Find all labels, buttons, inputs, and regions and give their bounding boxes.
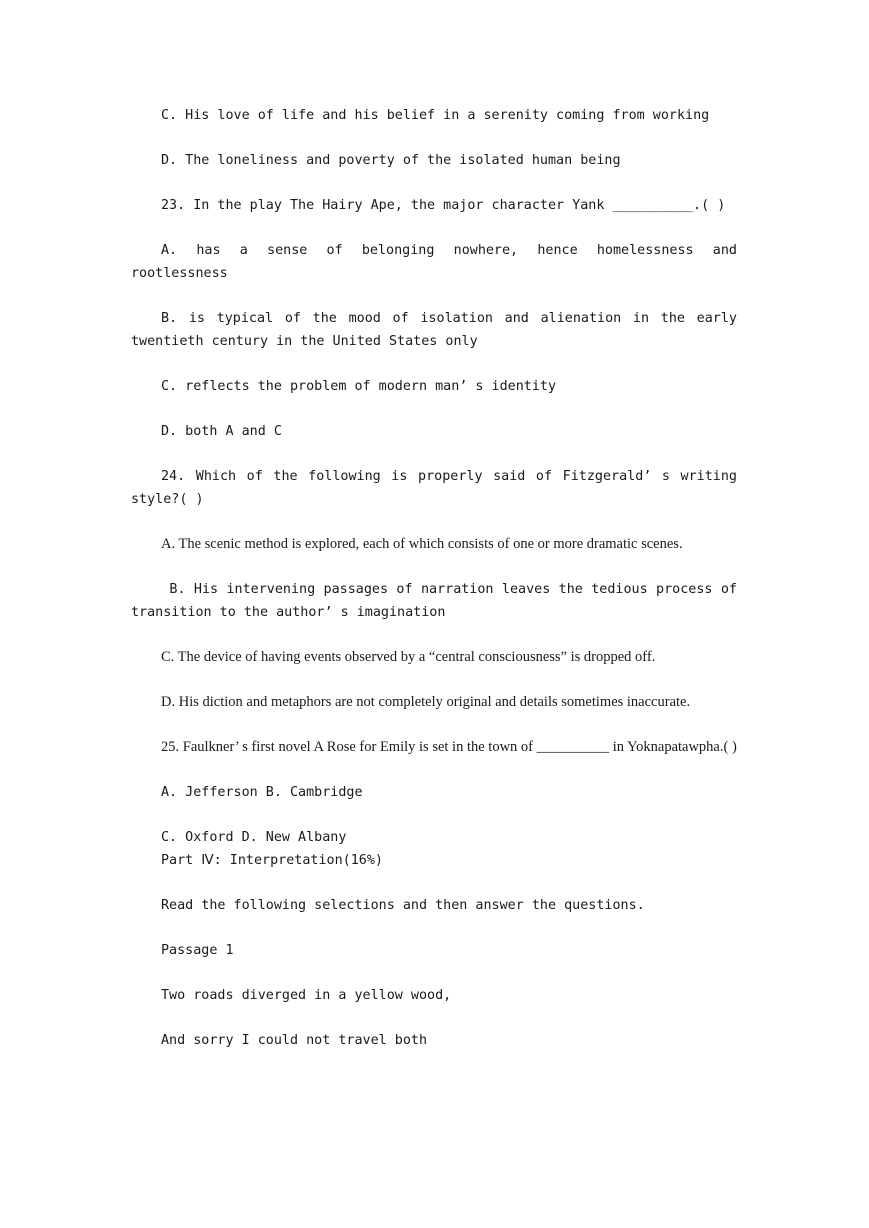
question-25: 25. Faulkner’ s first novel A Rose for Emily is set in the town of __________ in Yoknapatawpha.( ) xyxy=(161,739,737,755)
option-22c: C. His love of life and his belief in a serenity coming from working xyxy=(161,108,710,123)
option-24c: C. The device of having events observed by a “central consciousness” is dropped off. xyxy=(161,649,656,665)
option-25cd: C. Oxford D. New Albany xyxy=(161,830,347,845)
option-23a: A. has a sense of belonging nowhere, hence homelessness and rootlessness xyxy=(131,243,746,281)
poem-line-2: And sorry I could not travel both xyxy=(161,1033,428,1048)
document-page xyxy=(131,104,746,1074)
option-25ab: A. Jefferson B. Cambridge xyxy=(161,785,363,800)
option-24d: D. His diction and metaphors are not completely original and details sometimes inaccurate. xyxy=(161,694,691,710)
section-heading: Part Ⅳ: Interpretation(16%) xyxy=(161,853,383,868)
option-23d: D. both A and C xyxy=(161,424,282,439)
instructions: Read the following selections and then answer the questions. xyxy=(161,898,645,913)
option-23b: B. is typical of the mood of isolation and alienation in the early twentieth century in the United States only xyxy=(131,311,746,349)
poem-line-1: Two roads diverged in a yellow wood, xyxy=(161,988,452,1003)
option-23c: C. reflects the problem of modern man’ s identity xyxy=(161,379,557,394)
question-24: 24. Which of the following is properly said of Fitzgerald’ s writing style?( ) xyxy=(131,469,746,507)
option-22d: D. The loneliness and poverty of the isolated human being xyxy=(161,153,621,168)
option-24b: B. His intervening passages of narration leaves the tedious process of transition to the author’ s imagination xyxy=(131,582,746,620)
passage-title: Passage 1 xyxy=(161,943,234,958)
question-23: 23. In the play The Hairy Ape, the major character Yank __________.( ) xyxy=(161,198,726,213)
option-24a: A. The scenic method is explored, each of which consists of one or more dramatic scenes. xyxy=(161,536,683,552)
